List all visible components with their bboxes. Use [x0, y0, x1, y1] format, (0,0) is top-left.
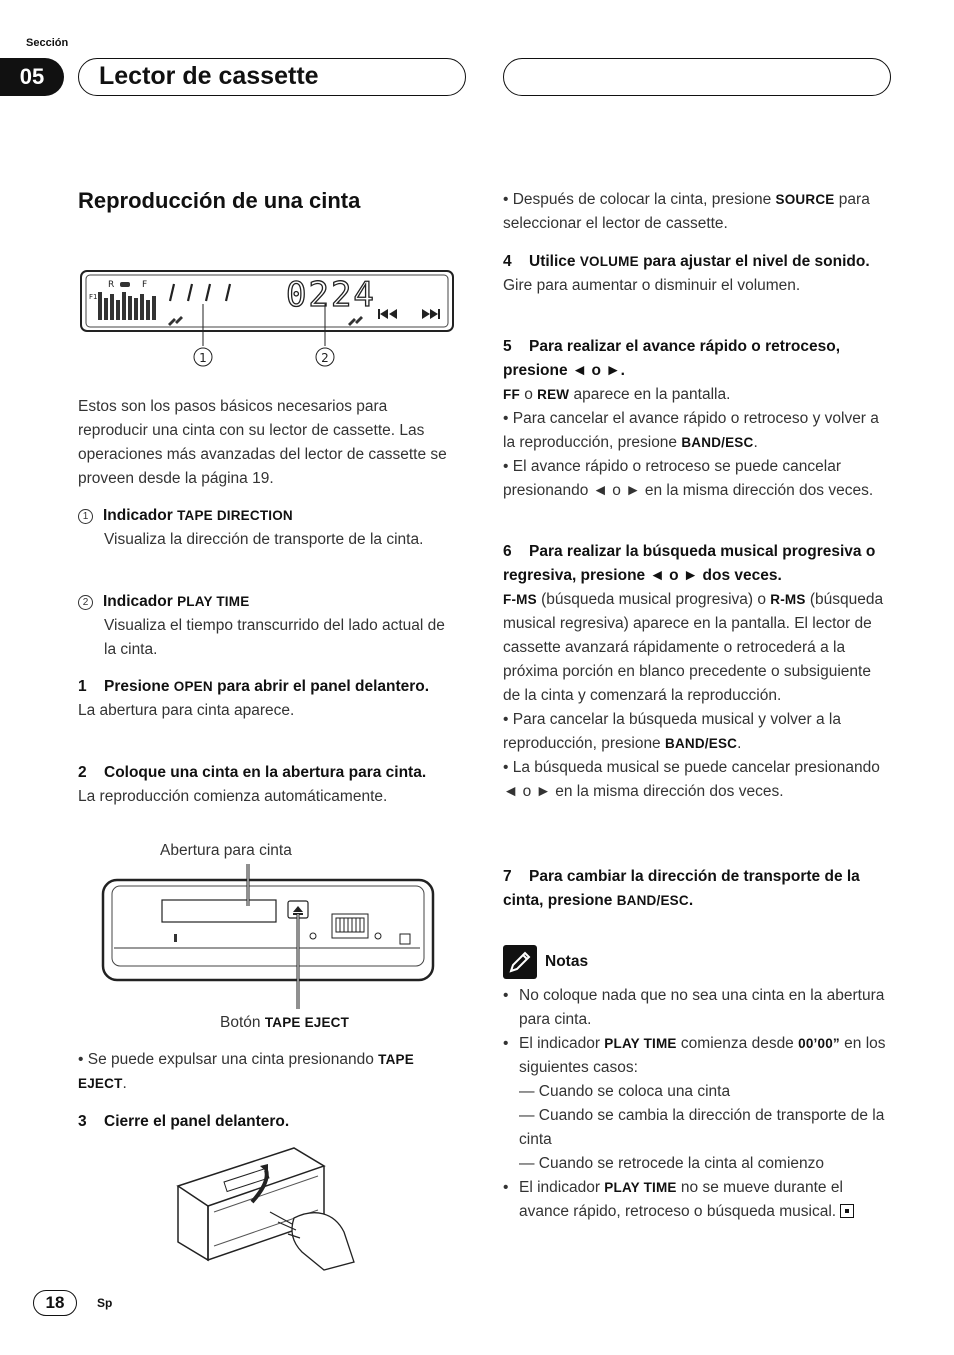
- item-1-number: 1: [78, 509, 93, 524]
- language-code: Sp: [97, 1296, 113, 1310]
- section-label: Sección: [26, 37, 69, 49]
- section-heading: Reproducción de una cinta: [78, 188, 361, 213]
- section-number: 05: [0, 58, 64, 96]
- tape-direction-marks: [170, 284, 230, 301]
- title-box: [78, 58, 466, 96]
- tape-deck-illustration: [100, 864, 436, 1012]
- bullet-source: • Después de colocar la cinta, presione SOURCE para seleccionar el lector de cassette.: [503, 191, 870, 232]
- time-readout: 0224: [286, 275, 376, 315]
- step-4: 4 Utilice VOLUME para ajustar el nivel de sonido. Gire para aumentar o disminuir el volumen.: [503, 253, 870, 294]
- figure-label-slot: Abertura para cinta: [160, 842, 292, 859]
- step-3: 3 Cierre el panel delantero.: [78, 1113, 290, 1130]
- rewind-icon: [378, 309, 397, 319]
- step-6: 6 Para realizar la búsqueda musical progresiva o regresiva, presione ◄ o ► dos veces. F-MS (búsqueda musical progresiva) o R-MS (búsqueda musical regresiva) aparece en la pantalla. El lector de cassette avanzará rápidamente o retrocederá a la próxima porción en blanco precedente o subsiguiente de la cinta y comenzará la reproducción. • Para cancelar la búsqueda musical y volver a la reproducción, presione BAND/ESC. • La búsqueda musical se puede cancelar presionando ◄ o ► en la misma dirección dos veces.: [503, 543, 884, 800]
- pencil-icon: [503, 945, 537, 979]
- end-mark-icon: [840, 1204, 854, 1218]
- svg-text:F1: F1: [89, 293, 98, 301]
- item-2: 2 Indicador PLAY TIME Visualiza el tiempo transcurrido del lado actual de la cinta.: [78, 590, 458, 662]
- svg-text:F: F: [142, 280, 148, 290]
- intro-paragraph: Estos son los pasos básicos necesarios para reproducir una cinta con su lector de cassette. Las operaciones más avanzadas del lector de cassette se proveen desde la página 19.: [78, 398, 447, 487]
- item-2-number: 2: [78, 595, 93, 610]
- spectrum-icon: [89, 280, 156, 320]
- bullet-eject: • Se puede expulsar una cinta presionando TAPE EJECT.: [78, 1051, 414, 1092]
- connector-icon: [332, 914, 368, 938]
- close-panel-illustration: [174, 1142, 360, 1274]
- step-5: 5 Para realizar el avance rápido o retroceso, presione ◄ o ►. FF o REW aparece en la pantalla. • Para cancelar el avance rápido o retroceso y volver a la reproducción, presione BAND/ESC. • El avance rápido o retroceso se puede cancelar presionando ◄ o ► en la misma dirección dos veces.: [503, 338, 879, 499]
- step-7: 7 Para cambiar la dirección de transporte de la cinta, presione BAND/ESC.: [503, 868, 860, 909]
- display-illustration: [80, 268, 456, 372]
- forward-icon: [422, 309, 440, 319]
- empty-title-box: [503, 58, 891, 96]
- step-1: 1 Presione OPEN para abrir el panel delantero. La abertura para cinta aparece.: [78, 678, 430, 719]
- notes-list: • No coloque nada que no sea una cinta en la abertura para cinta. • El indicador PLAY TIME comienza desde 00’00” en los siguientes casos: — Cuando se coloca una cinta — Cuando se cambia la dirección de transporte de la cinta — Cuando se retrocede la cinta al comienzo • El indicador PLAY TIME no se mueve durante el avance rápido, retroceso o búsqueda musical.: [503, 987, 886, 1220]
- tape-slot: [162, 900, 276, 922]
- callout-2: 2: [321, 351, 329, 365]
- page-number: 18: [33, 1290, 77, 1316]
- figure-label-eject: Botón TAPE EJECT: [220, 1014, 350, 1031]
- callout-1: 1: [199, 351, 207, 365]
- page-title: Lector de cassette: [99, 62, 319, 90]
- notes-header: [503, 945, 888, 979]
- notes-title: Notas: [545, 953, 589, 970]
- svg-text:R: R: [108, 280, 115, 290]
- step-2: 2 Coloque una cinta en la abertura para cinta. La reproducción comienza automáticamente.: [78, 764, 427, 805]
- item-1: 1 Indicador TAPE DIRECTION Visualiza la dirección de transporte de la cinta.: [78, 504, 458, 552]
